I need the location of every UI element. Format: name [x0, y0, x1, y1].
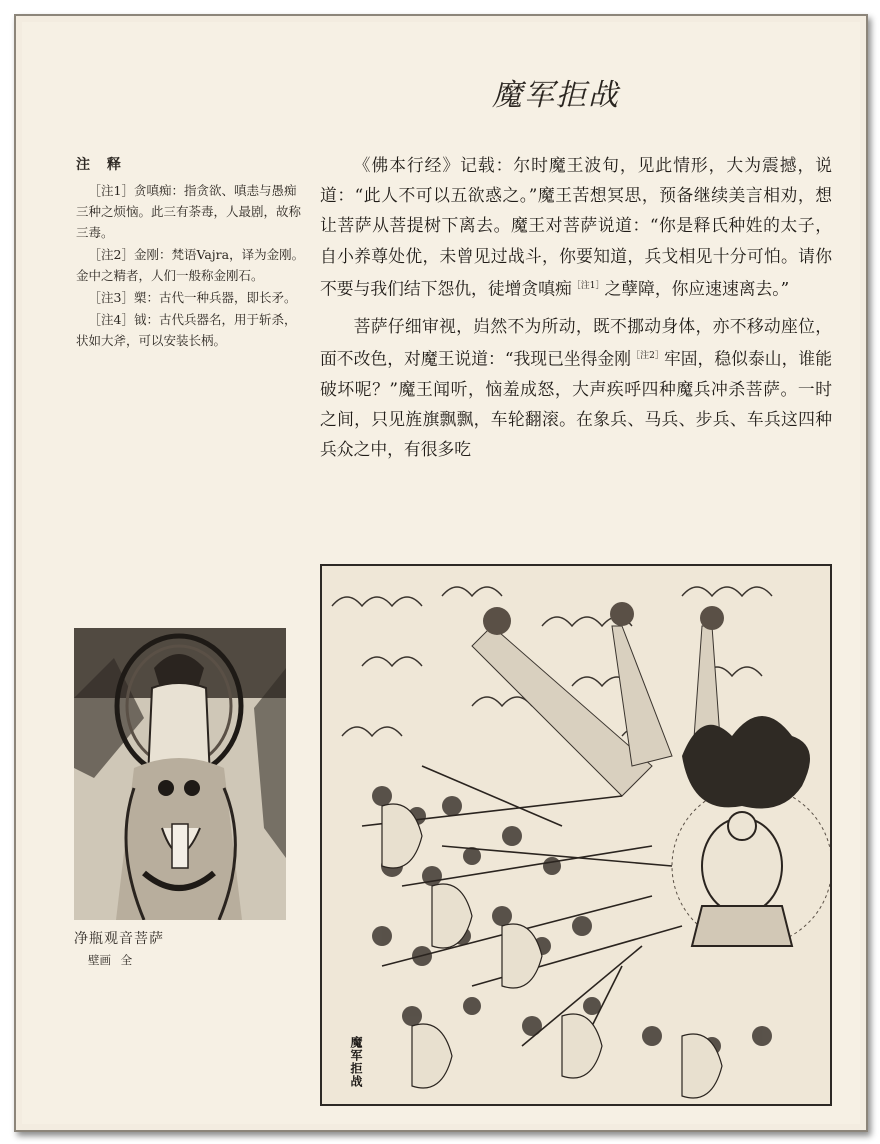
page-title: 魔军拒战: [492, 78, 620, 113]
paragraph-text: 之孽障，你应速速离去。”: [604, 278, 790, 299]
paragraph-text: 牢固，稳似泰山，谁能破坏呢？”魔王闻听，恼羞成怒，大声疾呼四种魔兵冲杀菩萨。一时之间，只见旌旗飘飘，车轮翻滚。在象兵、马兵、步兵、车兵这四种兵众之中，有很多吃: [320, 348, 832, 460]
mural-caption: [74, 928, 294, 968]
paragraph-2: [320, 311, 832, 465]
mural-caption-title: 净瓶观音菩萨: [74, 931, 164, 947]
note-ref-2: ［注2］: [631, 350, 664, 361]
woodcut-illustration: [320, 564, 832, 1106]
note-item: ［注4］钺：古代兵器名，用于斩杀，状如大斧，可以安装长柄。: [76, 312, 297, 348]
page-frame: [14, 14, 868, 1132]
mural-illustration: [74, 628, 286, 920]
paragraph-text: 菩萨仔细审视，岿然不为所动，既不挪动身体，亦不移动座位，面不改色，对魔王说道：“我现已坐得金刚: [320, 315, 832, 369]
note-item: ［注3］槊：古代一种兵器，即长矛。: [88, 290, 297, 305]
mural-image: [74, 628, 286, 920]
mural-caption-sub: 壁画 全: [88, 953, 133, 967]
note-item: ［注2］金刚：梵语Vajra，译为金刚。金中之精者，人们一般称金刚石。: [76, 247, 305, 283]
notes-heading: 注 释: [76, 157, 127, 173]
woodcut-label: 魔军拒战: [349, 1036, 363, 1088]
paragraph-1: [320, 150, 832, 304]
woodcut-scene: [322, 566, 830, 1104]
note-item: ［注1］贪嗔痴：指贪欲、嗔恚与愚痴三种之烦恼。此三有荼毒，人最剧，故称三毒。: [76, 183, 302, 240]
main-text: [320, 150, 832, 471]
book-page: [22, 22, 860, 1124]
note-ref-1: ［注1］: [571, 280, 605, 291]
paragraph-text: 《佛本行经》记载：尔时魔王波旬，见此情形，大为震撼，说道：“此人不可以五欲惑之。”魔王苦想冥思，预备继续美言相劝，想让菩萨从菩提树下离去。魔王对菩萨说道：“你是释氏种姓的太子，自小养尊处优，未曾见过战斗，你要知道，兵戈相见十分可怕。请你不要与我们结下怨仇，徒增贪嗔痴: [320, 155, 832, 299]
notes-section: [76, 154, 306, 352]
